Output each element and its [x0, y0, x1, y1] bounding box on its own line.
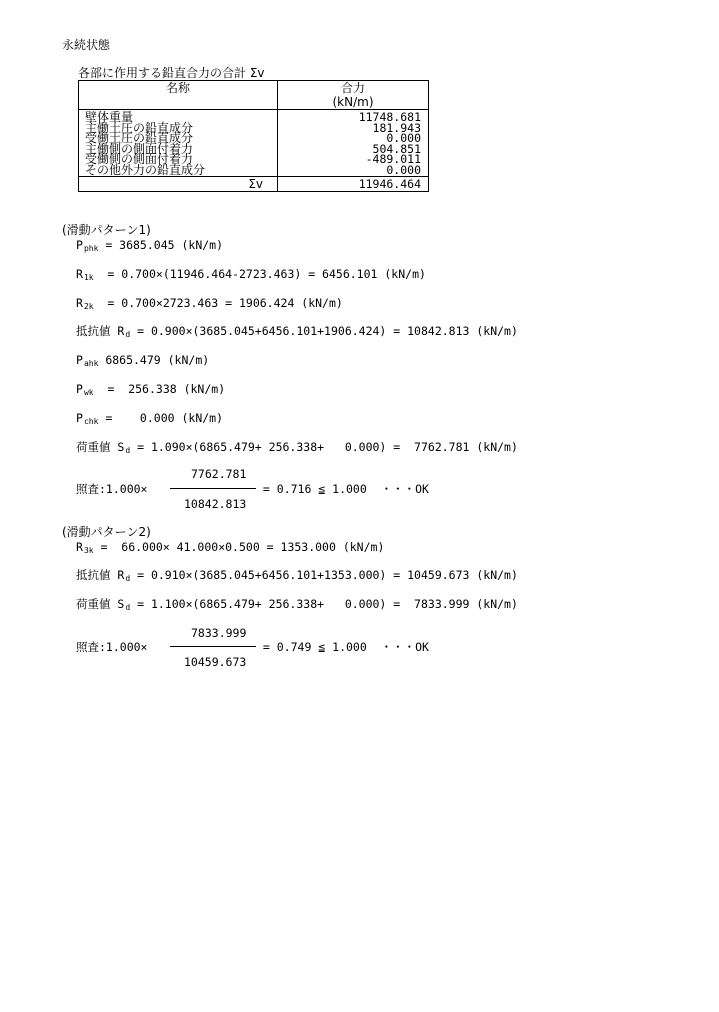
row-value: 11748.681 [358, 110, 421, 124]
eq-p-chk: $P_{chk}$ = 0.000 (kN/m) [76, 411, 224, 426]
eq-resistance-rd-2: 抵抗値 $R_d = 0.910\times(3685.045+6456.101+1353.000) = 10459.673$ (kN/m) [76, 568, 518, 583]
row-values [278, 110, 429, 177]
check1-result: = 0.716 ≦ 1.000 ・・・OK [256, 482, 429, 496]
row-name: 受働側の側面付着力 [85, 152, 194, 166]
table-caption: 各部に作用する鉛直合力の合計 Σv [78, 66, 265, 80]
row-name: 主働側の側面付着力 [85, 141, 194, 156]
eq-p-wk: $P_{wk} = 256.338$ (kN/m) [76, 382, 226, 397]
eq-r-2k: $R_{2k} = 0.700\times 2723.463 = 1906.424$ (kN/m) [76, 296, 343, 311]
check1-numerator: 7762.781 [191, 467, 247, 481]
header-name: 名称 [79, 81, 278, 110]
row-name: その他外力の鉛直成分 [85, 162, 206, 177]
check1-label: 照査:1.000× [76, 482, 148, 496]
sum-label: Σv [79, 177, 278, 192]
eq-resistance-rd: 抵抗値 $R_d = 0.900\times(3685.045+6456.101+1906.424) = 10842.813$ (kN/m) [76, 324, 518, 339]
check2-fraction-bar [170, 646, 256, 647]
eq-p-phk: $P_{phk} = 3685.045$ (kN/m) [76, 238, 224, 253]
sum-value: 11946.464 [278, 177, 429, 192]
check1-fraction-bar [170, 488, 256, 489]
row-value: 0.000 [386, 162, 421, 177]
page-title: 永続状態 [62, 38, 111, 52]
eq-load-sd: 荷重値 $S_d = 1.090\times(6865.479+ 256.338+ 0.000) = 7762.781$ (kN/m) [76, 440, 518, 455]
check2-denominator: 10459.673 [184, 655, 247, 669]
row-value: -489.011 [365, 152, 421, 166]
check2-numerator: 7833.999 [191, 626, 247, 640]
eq-r-3k: $R_{3k} = 66.000\times 41.000\times 0.500 = 1353.000$ (kN/m) [76, 540, 385, 555]
check1-denominator: 10842.813 [184, 497, 247, 511]
header-value: 合力 (kN/m) [278, 81, 429, 110]
row-name: 主働土圧の鉛直成分 [85, 120, 194, 135]
row-value: 0.000 [386, 131, 421, 145]
eq-r-1k: $R_{1k} = 0.700\times(11946.464-2723.463) = 6456.101$ (kN/m) [76, 267, 426, 282]
eq-p-ahk: $P_{ahk}$ 6865.479 (kN/m) [76, 353, 210, 368]
pattern2-heading: (滑動パターン2) [62, 525, 151, 539]
check2-label: 照査:1.000× [76, 640, 148, 654]
row-value: 181.943 [372, 120, 421, 135]
row-names [79, 110, 278, 177]
check2-result: = 0.749 ≦ 1.000 ・・・OK [256, 640, 429, 654]
row-value: 504.851 [372, 141, 421, 156]
header-unit: (kN/m) [332, 95, 374, 109]
pattern1-heading: (滑動パターン1) [62, 223, 151, 237]
row-name: 壁体重量 [85, 110, 134, 124]
vertical-force-table [78, 80, 429, 192]
row-name: 受働土圧の鉛直成分 [85, 131, 194, 145]
eq-load-sd-2: 荷重値 $S_d = 1.100\times(6865.479+ 256.338+ 0.000) = 7833.999$ (kN/m) [76, 597, 518, 612]
